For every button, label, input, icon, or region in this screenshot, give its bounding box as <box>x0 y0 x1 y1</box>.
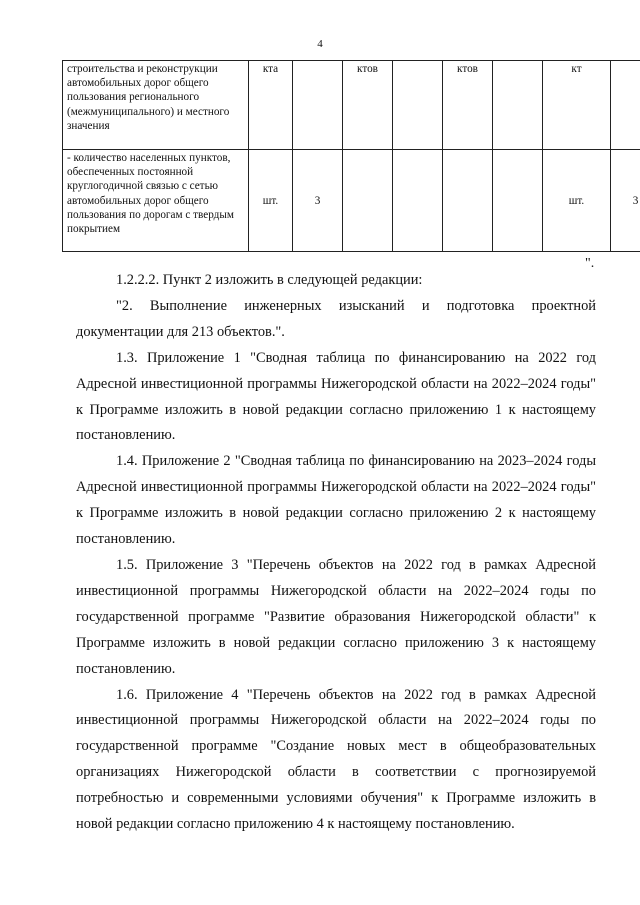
table-cell: ктов <box>343 61 393 150</box>
table-cell: кта <box>249 61 293 150</box>
table-row <box>63 150 640 252</box>
table-cell <box>611 61 640 150</box>
paragraph: "2. Выполнение инженерных изысканий и подготовка проектной документации для 213 объектов.". <box>76 297 596 340</box>
table-cell <box>443 150 493 252</box>
paragraph: 1.5. Приложение 3 "Перечень объектов на 2022 год в рамках Адресной инвестиционной программы Нижегородской области на 2022–2024 годы по государственной программе "Развитие образования Нижегородской области" к Программе изложить в новой редакции согласно приложению 3 к настоящему постановлению. <box>76 556 596 677</box>
table-cell: ктов <box>443 61 493 150</box>
table-cell <box>393 61 443 150</box>
table-cell <box>343 150 393 252</box>
document-body <box>76 268 596 838</box>
table-cell: шт. <box>543 150 611 252</box>
table-cell-description: - количество населенных пунктов, обеспеченных постоянной круглогодичной связью с сетью автомобильных дорог общего пользования по дорогам с твердым покрытием <box>63 150 249 252</box>
table-cell <box>493 61 543 150</box>
table-cell: 3 <box>611 150 640 252</box>
paragraph: 1.2.2.2. Пункт 2 изложить в следующей редакции: <box>116 272 423 288</box>
closing-quote: ". <box>585 256 595 271</box>
table-cell: 3 <box>293 150 343 252</box>
table-cell <box>293 61 343 150</box>
table-row <box>63 61 640 150</box>
table-cell <box>493 150 543 252</box>
table-cell-description: строительства и реконструкции автомобильных дорог общего пользования регионального (межмуниципального) и местного значения <box>63 61 249 150</box>
paragraph: 1.3. Приложение 1 "Сводная таблица по финансированию на 2022 год Адресной инвестиционной программы Нижегородской области на 2022–2024 годы" к Программе изложить в новой редакции согласно приложению 1 к настоящему постановлению. <box>76 349 596 444</box>
indicators-table <box>62 60 640 252</box>
page-number: 4 <box>317 38 323 50</box>
table-cell <box>393 150 443 252</box>
table-cell: кт <box>543 61 611 150</box>
paragraph: 1.6. Приложение 4 "Перечень объектов на 2022 год в рамках Адресной инвестиционной программы Нижегородской области на 2022–2024 годы по государственной программе "Создание новых мест в общеобразовательных организациях Нижегородской области в соответствии с прогнозируемой потребностью и современными условиями обучения" к Программе изложить в новой редакции согласно приложению 4 к настоящему постановлению. <box>76 686 596 833</box>
paragraph: 1.4. Приложение 2 "Сводная таблица по финансированию на 2023–2024 годы Адресной инвестиционной программы Нижегородской области на 2022–2024 годы" к Программе изложить в новой редакции согласно приложению 2 к настоящему постановлению. <box>76 453 596 548</box>
table-cell: шт. <box>249 150 293 252</box>
